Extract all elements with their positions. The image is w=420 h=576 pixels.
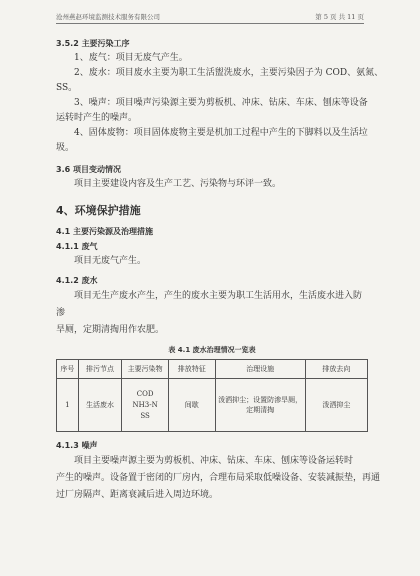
discharge-destination: 泼洒抑尘	[305, 379, 367, 432]
table-header-cell: 排污节点	[78, 360, 122, 379]
section-4-1-3-text-line3: 过厂房隔声、距离衰减后进入周边环境。	[56, 490, 219, 500]
pollution-item-2-line1: 2、废水：项目废水主要为职工生活盥洗废水，主要污染因子为 COD、氨氮、	[74, 68, 384, 78]
section-4-heading: 4、环境保护措施	[56, 204, 141, 217]
section-4-1-1-heading: 4.1.1 废气	[56, 242, 98, 251]
section-4-1-3-text-line1: 项目主要噪声源主要为剪板机、冲床、钻床、车床、刨床等设备运转时	[74, 456, 354, 466]
table-header-cell: 序号	[57, 360, 79, 379]
facility-line1: 泼洒抑尘；设置防渗旱厕，	[218, 396, 303, 404]
pollutant-ss: SS	[140, 411, 150, 420]
treatment-facility	[215, 379, 305, 432]
page-number: 第 5 页 共 11 页	[315, 13, 364, 21]
section-3-5-2-heading: 3.5.2 主要污染工序	[56, 39, 130, 48]
discharge-node: 生活废水	[78, 379, 122, 432]
facility-line2: 定期清掏	[246, 406, 275, 414]
section-4-1-2-heading: 4.1.2 废水	[56, 276, 98, 285]
wastewater-table	[56, 359, 368, 432]
table-header-cell: 治理设施	[215, 360, 305, 379]
section-4-1-1-text: 项目无废气产生。	[74, 256, 147, 266]
section-4-1-3-heading: 4.1.3 噪声	[56, 441, 98, 450]
main-pollutants	[122, 379, 169, 432]
pollutant-cod: COD	[136, 389, 154, 398]
table-header-cell: 主要污染物	[122, 360, 169, 379]
section-4-1-2-text-line2: 旱厕，定期清掏用作农肥。	[56, 325, 165, 335]
table-header-cell: 排放去向	[305, 360, 367, 379]
company-name: 沧州燕赵环境监测技术服务有限公司	[56, 13, 160, 21]
discharge-feature: 间歇	[168, 379, 215, 432]
section-4-1-3-text-line2: 产生的噪声。设备置于密闭的厂房内，合理布局采取低噪设备、安装减振垫，再通	[56, 473, 381, 483]
pollutant-nh3n: NH3-N	[132, 400, 158, 409]
row-number: 1	[57, 379, 79, 432]
section-3-6-text: 项目主要建设内容及生产工艺、污染物与环评一致。	[74, 179, 282, 189]
pollution-item-2-line2: SS。	[56, 83, 78, 93]
table-title: 表 4.1 废水治理情况一览表	[168, 346, 256, 354]
section-4-1-2-text-line1: 项目无生产废水产生，产生的废水主要为职工生活用水，生活废水进入防渗	[56, 291, 363, 318]
pollution-item-3-line2: 运转时产生的噪声。	[56, 113, 138, 123]
section-4-1-heading: 4.1 主要污染源及治理措施	[56, 227, 153, 236]
table-header-row	[57, 360, 368, 379]
table-row	[57, 379, 368, 432]
page-header	[56, 12, 364, 24]
pollution-item-4-line1: 4、固体废物：项目固体废物主要是机加工过程中产生的下脚料以及生活垃	[74, 128, 368, 138]
pollution-item-3-line1: 3、噪声：项目噪声污染源主要为剪板机、冲床、钻床、车床、刨床等设备	[74, 98, 368, 108]
table-header-cell: 排放特征	[168, 360, 215, 379]
pollution-item-4-line2: 圾。	[56, 143, 75, 153]
section-3-6-heading: 3.6 项目变动情况	[56, 165, 121, 174]
pollution-item-1: 1、废气：项目无废气产生。	[74, 53, 188, 63]
document-body	[56, 36, 384, 504]
